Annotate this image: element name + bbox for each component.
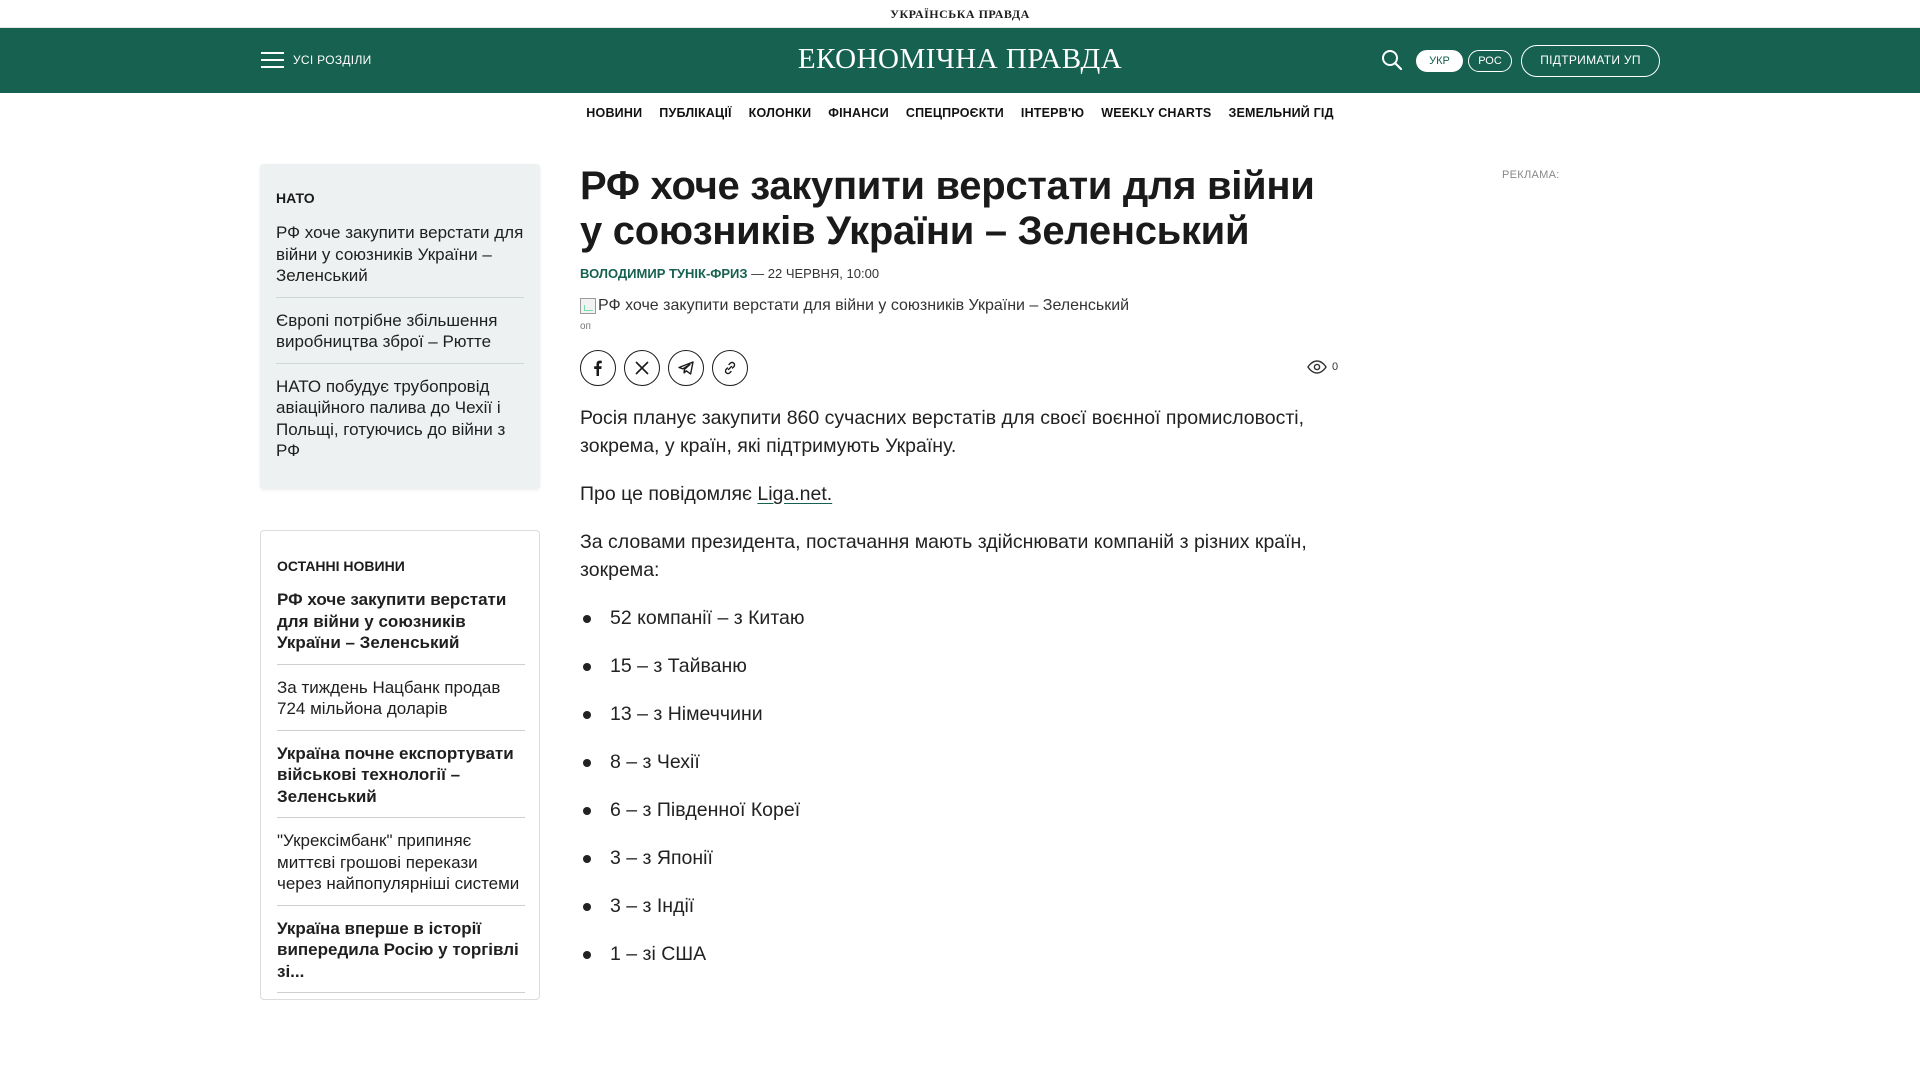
nav-item-publications[interactable]: ПУБЛІКАЦІЇ xyxy=(659,106,732,120)
telegram-icon[interactable] xyxy=(668,350,704,386)
list-item[interactable]: Україна вперше в історії випередила Росію у торгівлі зі... xyxy=(277,918,525,994)
broken-image-icon xyxy=(580,298,596,314)
article-body xyxy=(580,404,1345,968)
source-link[interactable]: Liga.net. xyxy=(757,483,833,505)
link-icon[interactable] xyxy=(712,350,748,386)
lang-ukr-button[interactable]: УКР xyxy=(1416,50,1463,72)
list-item: 8 – з Чехії xyxy=(580,748,1345,776)
article xyxy=(580,164,1345,988)
lang-ros-button[interactable]: РОС xyxy=(1468,50,1512,72)
list-item[interactable]: За тиждень Нацбанк продав 724 мільйона доларів xyxy=(277,677,525,731)
paragraph-source xyxy=(580,480,1345,508)
paragraph-president: За словами президента, постачання мають здійснювати компаній з різних країн, зокрема: xyxy=(580,531,1307,581)
list-item: 13 – з Німеччини xyxy=(580,700,1345,728)
nav-item-columns[interactable]: КОЛОНКИ xyxy=(748,106,812,120)
topic-title[interactable]: НАТО xyxy=(276,190,315,206)
all-sections-label: УСІ РОЗДІЛИ xyxy=(293,53,372,67)
main-nav xyxy=(0,93,1920,133)
facebook-icon[interactable] xyxy=(580,350,616,386)
list-item[interactable]: НАТО побудує трубопровід авіаційного палива до Чехії і Польщі, готуючись до війни з РФ xyxy=(276,376,506,460)
all-sections-button[interactable] xyxy=(261,50,372,70)
article-headline: РФ хоче закупити верстати для війни у союзників України – Зеленський xyxy=(580,164,1315,253)
search-icon[interactable] xyxy=(1380,48,1404,72)
nav-item-special-projects[interactable]: СПЕЦПРОЄКТИ xyxy=(905,106,1004,120)
list-item: 52 компанії – з Китаю xyxy=(580,604,1345,632)
eye-icon xyxy=(1307,360,1327,374)
list-item[interactable]: РФ хоче закупити верстати для війни у союзників України – Зеленський xyxy=(276,222,524,298)
list-item[interactable]: РФ хоче закупити верстати для війни у союзників України – Зеленський xyxy=(277,589,525,665)
author-link[interactable]: ВОЛОДИМИР ТУНІК-ФРИЗ xyxy=(580,266,748,281)
list-item: 6 – з Південної Кореї xyxy=(580,796,1345,824)
view-count: 0 xyxy=(1332,361,1339,373)
topic-card xyxy=(260,164,540,489)
article-byline xyxy=(580,266,1345,281)
paragraph-intro: Росія планує закупити 860 сучасних верстатів для своєї воєнної промисловості, зокрема, у країн, які підтримують Україну. xyxy=(580,407,1305,457)
ad-label: РЕКЛАМА: xyxy=(1502,169,1560,181)
latest-news-list xyxy=(277,589,525,1000)
topic-list xyxy=(276,222,524,484)
publish-date: 22 ЧЕРВНЯ, 10:00 xyxy=(767,266,880,281)
list-item: 3 – з Індії xyxy=(580,892,1345,920)
list-item: 3 – з Японії xyxy=(580,844,1345,872)
site-logo-text[interactable]: ЕКОНОМІЧНА ПРАВДА xyxy=(797,43,1123,75)
nav-item-land-guide[interactable]: ЗЕМЕЛЬНИЙ ГІД xyxy=(1228,106,1334,120)
share-row xyxy=(580,350,1345,386)
list-item[interactable]: Європі потрібне збільшення виробництва зброї – Рютте xyxy=(276,310,524,364)
list-item[interactable]: Україна почне експортувати військові технології – Зеленський xyxy=(277,743,525,819)
hero-image-alt: РФ хоче закупити верстати для війни у союзників України – Зеленський xyxy=(598,297,1130,314)
image-caption: оп xyxy=(580,321,591,332)
nav-item-news[interactable]: НОВИНИ xyxy=(586,106,643,120)
supplier-list xyxy=(580,604,1345,968)
list-item: 1 – зі США xyxy=(580,940,1345,968)
list-item[interactable]: "Укрексімбанк" припиняє миттєві грошові перекази через найпопулярніші системи xyxy=(277,830,525,906)
nav-item-finance[interactable]: ФІНАНСИ xyxy=(828,106,889,120)
nav-item-weekly-charts[interactable]: WEEKLY CHARTS xyxy=(1101,106,1212,120)
top-strip xyxy=(0,0,1920,28)
date-separator: — xyxy=(747,266,768,281)
up-brand-link[interactable]: УКРАЇНСЬКА ПРАВДА xyxy=(890,7,1030,21)
latest-news-card xyxy=(260,530,540,1000)
x-icon[interactable] xyxy=(624,350,660,386)
menu-icon xyxy=(261,52,284,68)
view-counter xyxy=(1307,360,1338,374)
support-button[interactable]: ПІДТРИМАТИ УП xyxy=(1521,45,1660,77)
hero-image xyxy=(580,297,1345,315)
source-prefix: Про це повідомляє xyxy=(580,483,758,505)
latest-news-title: ОСТАННІ НОВИНИ xyxy=(277,558,405,574)
nav-item-interview[interactable]: ІНТЕРВ'Ю xyxy=(1020,106,1085,120)
site-header xyxy=(0,28,1920,93)
list-item: 15 – з Тайваню xyxy=(580,652,1345,680)
